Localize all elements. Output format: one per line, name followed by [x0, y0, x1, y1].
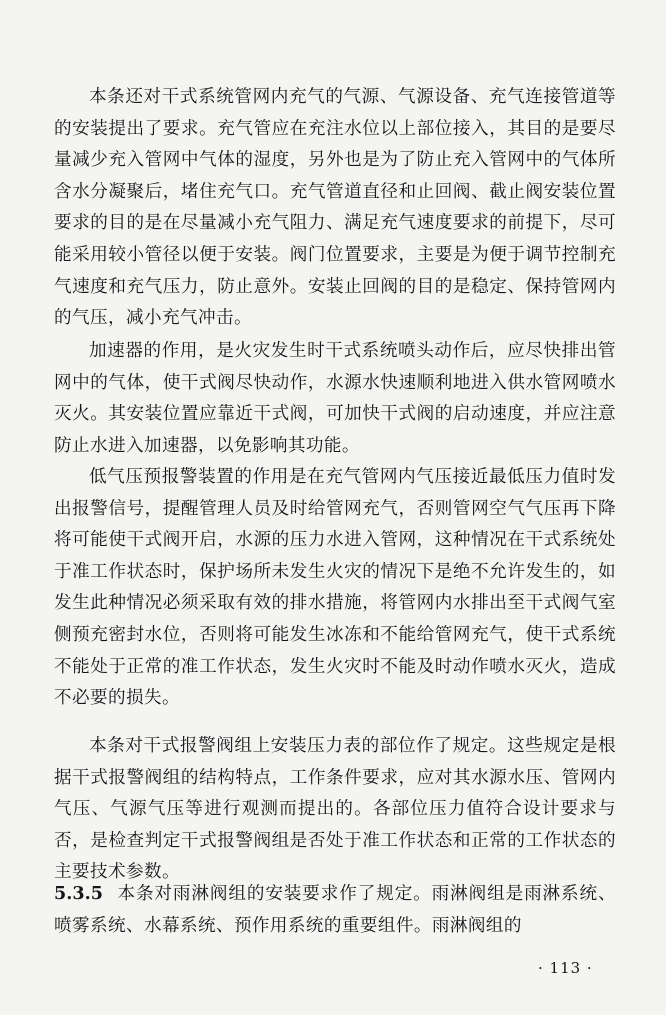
- section-text: 本条对雨淋阀组的安装要求作了规定。雨淋阀组是雨淋系统、喷雾系统、水幕系统、预作用系统的重要组件。雨淋阀组的: [54, 884, 616, 936]
- body-text-2: [54, 336, 616, 462]
- body-text: [54, 82, 616, 335]
- paragraph-1: 本条还对干式系统管网内充气的气源、气源设备、充气连接管道等的安装提出了要求。充气管应在充注水位以上部位接入，其目的是要尽量减少充入管网中气体的湿度，另外也是为了防止充入管网中的气体所含水分凝聚后，堵住充气口。充气管道直径和止回阀、截止阀安装位置要求的目的是在尽量减小充气阻力、满足充气速度要求的前提下，尽可能采用较小管径以便于安装。阀门位置要求，主要是为便于调节控制充气速度和充气压力，防止意外。安装止回阀的目的是稳定、保持管网内的气压，减小充气冲击。: [54, 87, 616, 329]
- section-block: [54, 878, 616, 942]
- section-paragraph: [54, 878, 616, 942]
- paragraph-2: 加速器的作用，是火灾发生时干式系统喷头动作后，应尽快排出管网中的气体，使干式阀尽快动作，水源水快速顺利地进入供水管网喷水灭火。其安装位置应靠近干式阀，可加快干式阀的启动速度，并应注意防止水进入加速器，以免影响其功能。: [54, 341, 616, 456]
- body-text-4: [54, 731, 616, 889]
- page-number: · 113 ·: [538, 959, 593, 977]
- paragraph-3: 低气压预报警装置的作用是在充气管网内气压接近最低压力值时发出报警信号，提醒管理人员及时给管网充气，否则管网空气气压再下降将可能使干式阀开启，水源的压力水进入管网，这种情况在干式系统处于准工作状态时，保护场所未发生火灾的情况下是绝不允许发生的，如发生此种情况必须采取有效的排水措施，将管网内水排出至干式阀气室侧预充密封水位，否则将可能发生冰冻和不能给管网充气，使干式系统不能处于正常的准工作状态，发生火灾时不能及时动作喷水灭火，造成不必要的损失。: [54, 467, 616, 709]
- body-text-3: [54, 462, 616, 715]
- paragraph-4: 本条对干式报警阀组上安装压力表的部位作了规定。这些规定是根据干式报警阀组的结构特点，工作条件要求，应对其水源水压、管网内气压、气源气压等进行观测而提出的。各部位压力值符合设计要求与否，是检查判定干式报警阀组是否处于准工作状态和正常的工作状态的主要技术参数。: [54, 736, 616, 883]
- section-number: 5.3.5: [54, 883, 103, 904]
